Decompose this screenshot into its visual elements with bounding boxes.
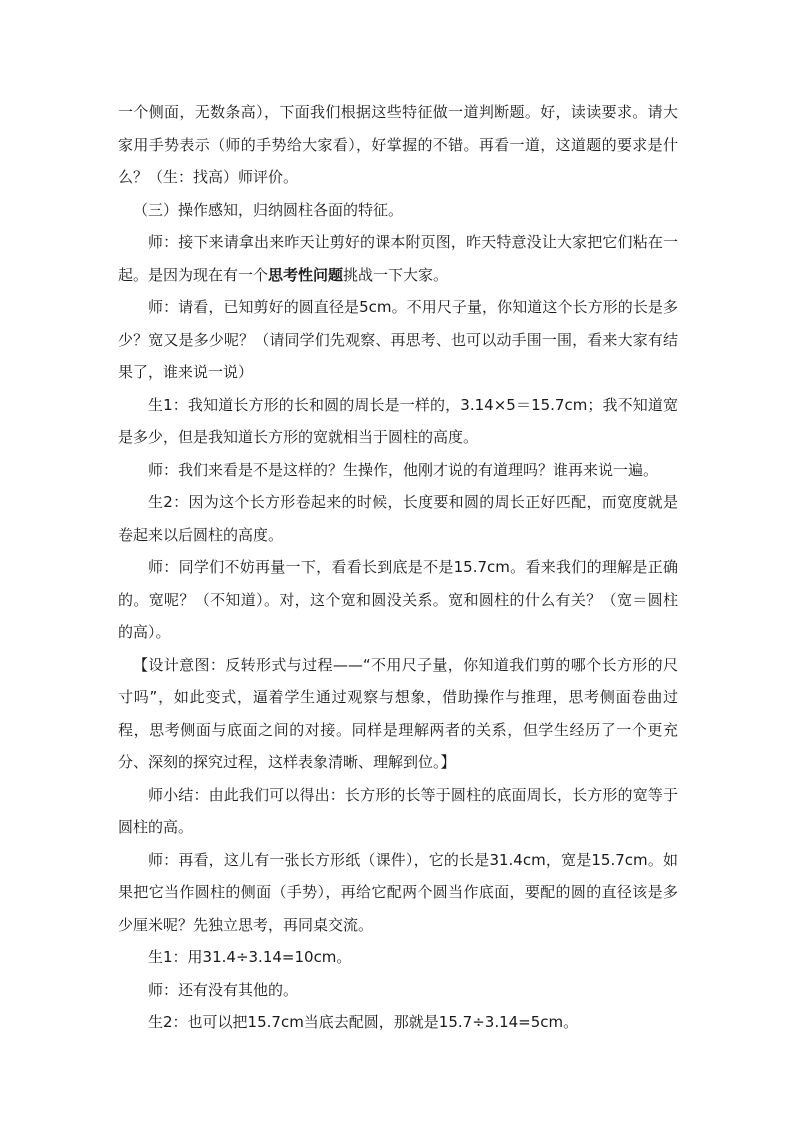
paragraph-text: 师：接下来请拿出来昨天让剪好的课本附页图，昨天特意没让大家把它们粘在一起。是因为现在有一个 [118,233,678,284]
paragraph-teacher: 师：我们来看是不是这样的？生操作，他刚才说的有道理吗？谁再来说一遍。 [148,460,659,479]
paragraph-teacher [118,226,678,291]
paragraph-student: 生1：用31.4÷3.14=10cm。 [148,948,352,966]
bold-term: 思考性问题 [268,265,344,284]
paragraph-student: 生2：也可以把15.7cm当底去配圆，那就是15.7÷3.14=5cm。 [148,1013,579,1031]
paragraph-summary: 师小结：由此我们可以得出：长方形的长等于圆柱的底面周长，长方形的宽等于圆柱的高。 [118,785,678,836]
paragraph-teacher: 师：同学们不妨再量一下，看看长到底是不是15.7cm。看来我们的理解是正确的。宽呢？（不知道）。对，这个宽和圆没关系。宽和圆柱的什么有关？（宽＝圆柱的高）。 [118,558,678,641]
paragraph-student: 生2：因为这个长方形卷起来的时候，长度要和圆的周长正好匹配，而宽度就是卷起来以后圆柱的高度。 [118,493,678,544]
section-heading: （三）操作感知，归纳圆柱各面的特征。 [133,200,404,219]
paragraph-student: 生1：我知道长方形的长和圆的周长是一样的，3.14×5＝15.7cm；我不知道宽是多少，但是我知道长方形的宽就相当于圆柱的高度。 [118,395,678,446]
lesson-text [118,96,678,1039]
paragraph-continuation: 一个侧面，无数条高），下面我们根据这些特征做一道判断题。好，读读要求。请大家用手势表示（师的手势给大家看），好掌握的不错。再看一道，这道题的要求是什么？（生：找高）师评价。 [118,103,678,186]
paragraph-teacher: 师：请看，已知剪好的圆直径是5cm。不用尺子量，你知道这个长方形的长是多少？宽又是多少呢？（请同学们先观察、再思考、也可以动手围一围，看来大家有结果了，谁来说一说） [118,298,678,381]
paragraph-teacher: 师：再看，这儿有一张长方形纸（课件），它的长是31.4cm，宽是15.7cm。如果把它当作圆柱的侧面（手势），再给它配两个圆当作底面，要配的圆的直径该是多少厘米呢？先独立思考，再同桌交流。 [118,850,678,934]
paragraph-teacher: 师：还有没有其他的。 [148,980,299,999]
design-intent-note: 【设计意图：反转形式与过程——“不用尺子量，你知道我们剪的哪个长方形的尺寸吗”，如此变式，逼着学生通过观察与想象，借助操作与推理，思考侧面卷曲过程，思考侧面与底面之间的对接。同样是理解两者的关系，但学生经历了一个更充分、深刻的探究过程，这样表象清晰、理解到位。】 [118,655,678,771]
paragraph-text: 挑战一下大家。 [343,265,449,284]
